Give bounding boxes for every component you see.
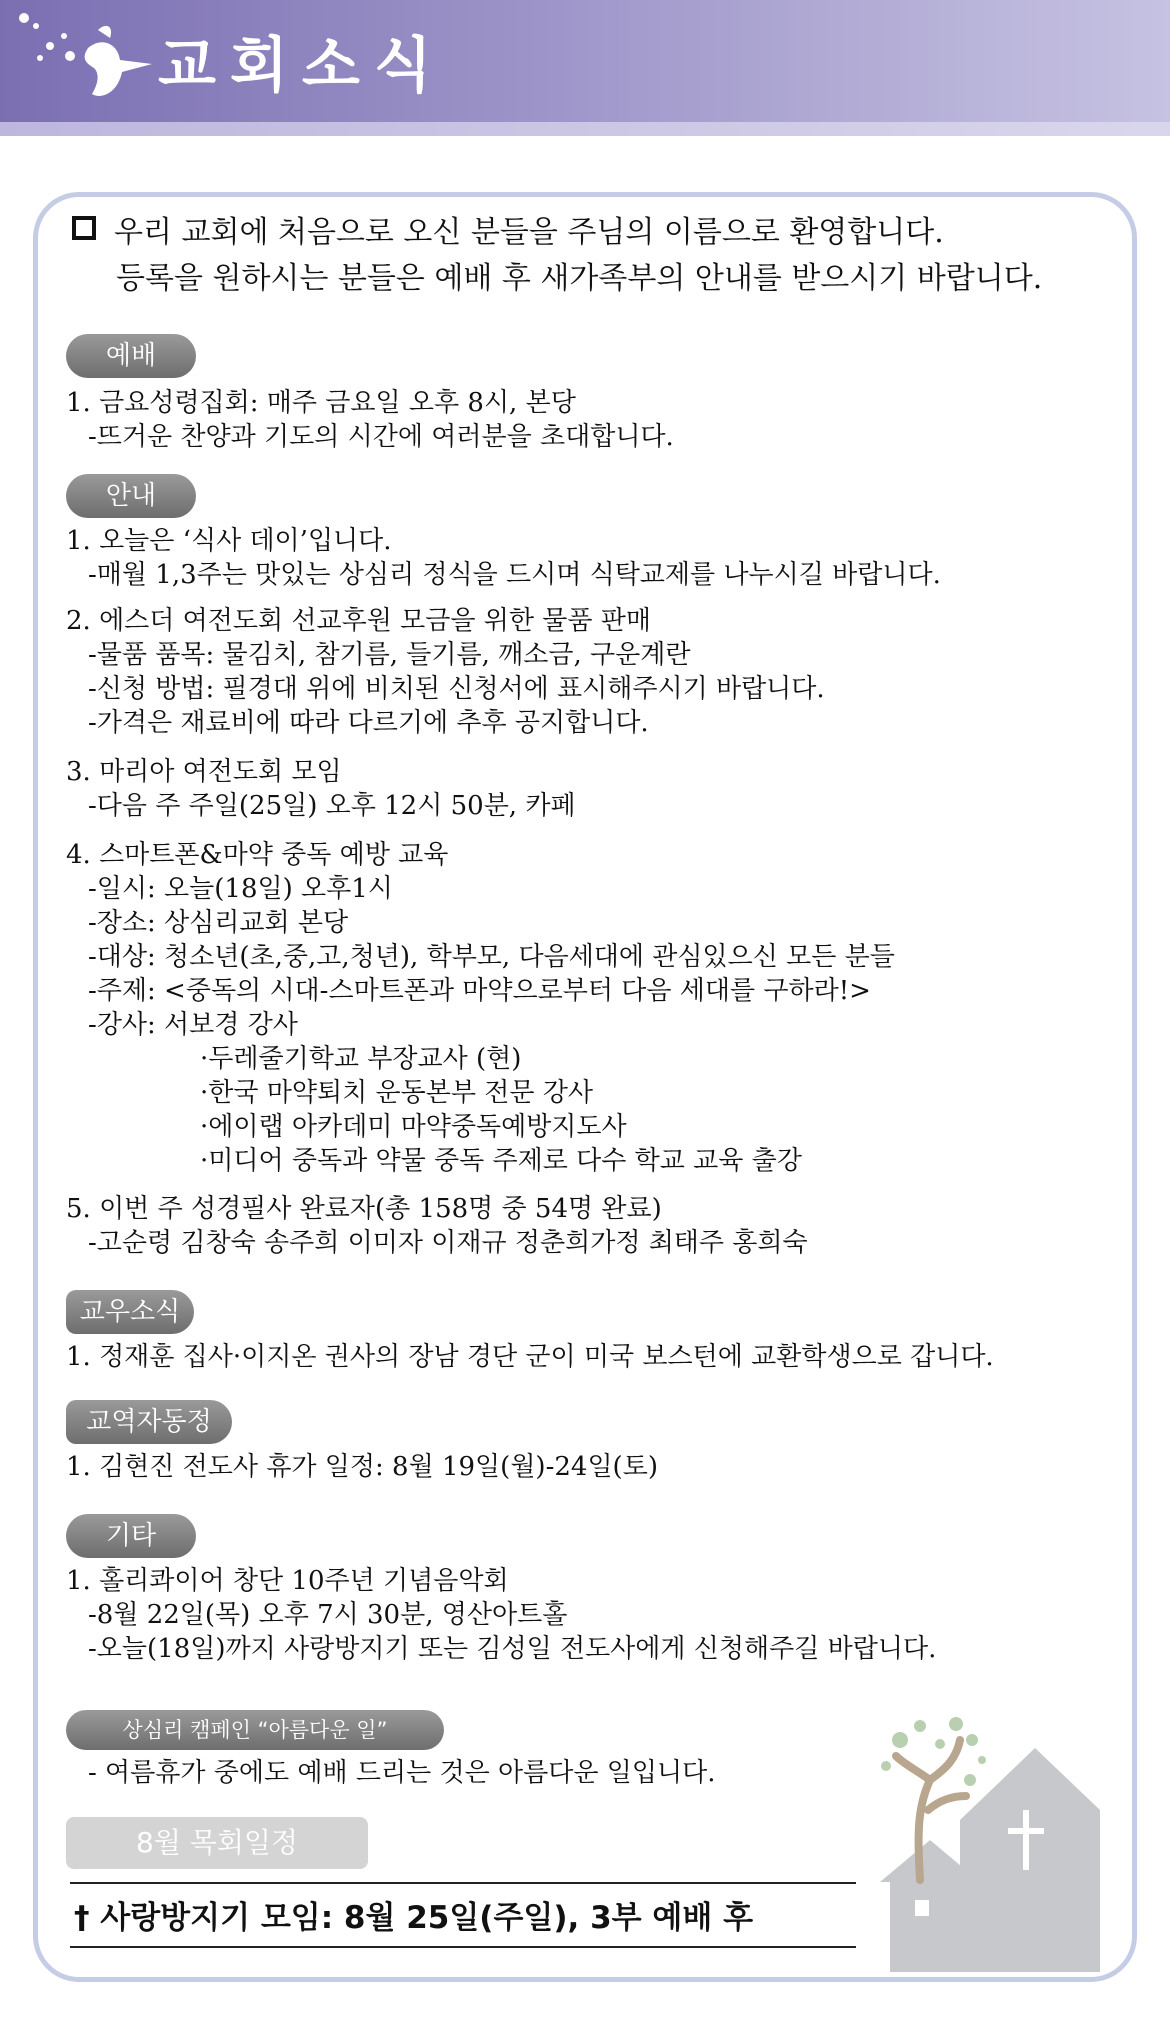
section-label-notice: 안내: [66, 474, 196, 518]
schedule-tab: 8월 목회일정: [66, 1817, 368, 1869]
campaign-section: [66, 1756, 715, 1790]
square-bullet-icon: [72, 216, 96, 240]
staff-section: [66, 1450, 658, 1484]
welcome-message: [72, 210, 1042, 302]
notice-line: -매월 1,3주는 맛있는 상심리 정식을 드시며 식탁교제를 나누시길 바랍니다.: [88, 560, 941, 590]
members-line: 1. 정재훈 집사·이지온 권사의 장남 경단 군이 미국 보스턴에 교환학생으로 갑니다.: [66, 1342, 994, 1372]
worship-line: 1. 금요성령집회: 매주 금요일 오후 8시, 본당: [66, 388, 576, 418]
notice-line: 5. 이번 주 성경필사 완료자(총 158명 중 54명 완료): [66, 1194, 662, 1224]
header-underline: [0, 122, 1170, 136]
section-label-staff: 교역자동정: [66, 1400, 232, 1444]
worship-line: -뜨거운 찬양과 기도의 시간에 여러분을 초대합니다.: [88, 422, 674, 452]
notice-line: -신청 방법: 필경대 위에 비치된 신청서에 표시해주시기 바랍니다.: [88, 674, 825, 704]
etc-line: 1. 홀리콰이어 창단 10주년 기념음악회: [66, 1566, 509, 1596]
section-label-members: 교우소식: [66, 1290, 194, 1334]
notice-item-4: [66, 838, 895, 1178]
welcome-line-2: 등록을 원하시는 분들은 예배 후 새가족부의 안내를 받으시기 바랍니다.: [116, 261, 1043, 296]
etc-section: [66, 1564, 936, 1666]
speaker-bio-line: ·한국 마약퇴치 운동본부 전문 강사: [200, 1078, 593, 1108]
notice-line: -강사: 서보경 강사: [88, 1010, 298, 1040]
notice-line: -물품 품목: 물김치, 참기름, 들기름, 깨소금, 구운계란: [88, 640, 691, 670]
church-tree-icon: [860, 1700, 1110, 1972]
notice-line: -일시: 오늘(18일) 오후1시: [88, 874, 393, 904]
notice-line: 1. 오늘은 ‘식사 데이’입니다.: [66, 526, 392, 556]
welcome-line-1: 우리 교회에 처음으로 오신 분들을 주님의 이름으로 환영합니다.: [114, 215, 944, 250]
page-title: 교회소식: [158, 31, 446, 101]
notice-line: -고순령 김창숙 송주희 이미자 이재규 정춘희가정 최태주 홍희숙: [88, 1228, 808, 1258]
schedule-top-rule: [70, 1882, 856, 1884]
notice-line: -장소: 상심리교회 본당: [88, 908, 349, 938]
schedule-bottom-rule: [70, 1946, 856, 1948]
speaker-bio-line: ·에이랩 아카데미 마약중독예방지도사: [200, 1112, 627, 1142]
notice-item-3: [66, 755, 576, 823]
speaker-bio-line: ·두레줄기학교 부장교사 (현): [200, 1044, 522, 1074]
speaker-bio-line: ·미디어 중독과 약물 중독 주제로 다수 학교 교육 출강: [200, 1146, 802, 1176]
section-label-campaign: 상심리 캠페인 “아름다운 일”: [66, 1710, 444, 1750]
etc-line: -8월 22일(목) 오후 7시 30분, 영산아트홀: [88, 1600, 568, 1630]
notice-line: -다음 주 주일(25일) 오후 12시 50분, 카페: [88, 791, 576, 821]
staff-line: 1. 김현진 전도사 휴가 일정: 8월 19일(월)-24일(토): [66, 1452, 658, 1482]
notice-line: -주제: <중독의 시대-스마트폰과 마약으로부터 다음 세대를 구하라!>: [88, 976, 871, 1006]
worship-section: [66, 386, 674, 454]
etc-line: -오늘(18일)까지 사랑방지기 또는 김성일 전도사에게 신청해주길 바랍니다.: [88, 1634, 937, 1664]
notice-line: 3. 마리아 여전도회 모임: [66, 757, 342, 787]
notice-item-1: [66, 524, 941, 592]
members-section: [66, 1340, 994, 1374]
section-label-etc: 기타: [66, 1514, 196, 1558]
campaign-line: - 여름휴가 중에도 예배 드리는 것은 아름다운 일입니다.: [88, 1758, 716, 1788]
notice-line: 4. 스마트폰&마약 중독 예방 교육: [66, 840, 449, 870]
notice-item-2: [66, 604, 825, 740]
notice-line: -가격은 재료비에 따라 다르기에 추후 공지합니다.: [88, 708, 649, 738]
notice-item-5: [66, 1192, 808, 1260]
notice-line: 2. 에스더 여전도회 선교후원 모금을 위한 물품 판매: [66, 606, 651, 636]
section-label-worship: 예배: [66, 334, 196, 378]
schedule-line: † 사랑방지기 모임: 8월 25일(주일), 3부 예배 후: [74, 1900, 754, 1936]
flying-dove-icon: [10, 8, 170, 118]
notice-line: -대상: 청소년(초,중,고,청년), 학부모, 다음세대에 관심있으신 모든 분들: [88, 942, 895, 972]
